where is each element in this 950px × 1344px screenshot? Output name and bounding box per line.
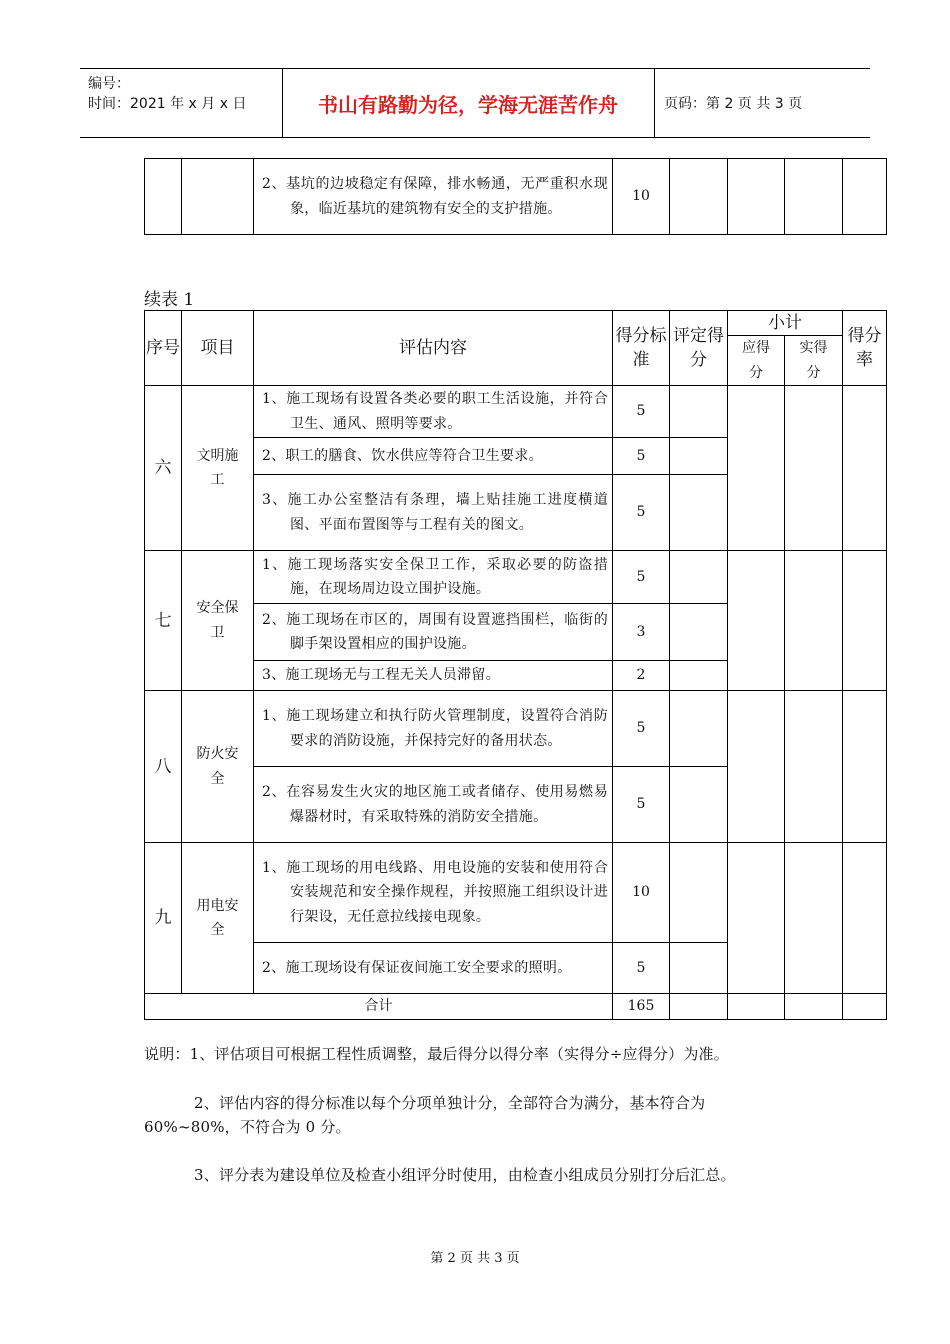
header-no: 序号 bbox=[145, 311, 182, 386]
section-number: 七 bbox=[145, 551, 182, 691]
table-row bbox=[145, 551, 887, 604]
content-cell: 2、职工的膳食、饮水供应等符合卫生要求。 bbox=[254, 438, 613, 475]
header-motto: 书山有路勤为径，学海无涯苦作舟 bbox=[282, 69, 655, 137]
content-cell: 1、施工现场的用电线路、用电设施的安装和使用符合安装规范和安全操作规程，并按照施工组织设计进行架设，无任意拉线接电现象。 bbox=[254, 843, 613, 943]
content-cell: 2、施工现场在市区的，周围有设置遮挡围栏，临街的脚手架设置相应的围护设施。 bbox=[254, 604, 613, 661]
score-cell: 5 bbox=[613, 767, 670, 843]
note-3: 3、评分表为建设单位及检查小组评分时使用，由检查小组成员分别打分后汇总。 bbox=[194, 1166, 736, 1184]
score-cell: 2 bbox=[613, 661, 670, 691]
score-cell: 5 bbox=[613, 943, 670, 994]
document-number-label: 编号： bbox=[88, 76, 130, 92]
evaluation-table bbox=[144, 310, 887, 1020]
header-item: 项目 bbox=[182, 311, 254, 386]
score-cell: 5 bbox=[613, 475, 670, 551]
table-row bbox=[145, 843, 887, 943]
section-item: 安全保卫 bbox=[182, 551, 254, 691]
section-number: 八 bbox=[145, 691, 182, 843]
score-cell: 5 bbox=[613, 551, 670, 604]
header-rated: 评定得分 bbox=[670, 311, 728, 386]
section-number: 六 bbox=[145, 386, 182, 551]
table-row bbox=[145, 159, 887, 235]
page-header bbox=[80, 68, 870, 138]
total-row bbox=[145, 994, 887, 1020]
score-cell: 10 bbox=[613, 159, 670, 235]
table-header-row bbox=[145, 311, 887, 336]
table-row bbox=[145, 691, 887, 767]
content-cell: 2、在容易发生火灾的地区施工或者储存、使用易燃易爆器材时，有采取特殊的消防安全措施。 bbox=[254, 767, 613, 843]
content-cell: 1、施工现场建立和执行防火管理制度，设置符合消防要求的消防设施，并保持完好的备用状态。 bbox=[254, 691, 613, 767]
header-page-label: 页码：第 2 页 共 3 页 bbox=[664, 96, 803, 112]
content-cell: 3、施工办公室整洁有条理，墙上贴挂施工进度横道图、平面布置图等与工程有关的图文。 bbox=[254, 475, 613, 551]
section-item: 用电安全 bbox=[182, 843, 254, 994]
table-row bbox=[145, 386, 887, 438]
section-number: 九 bbox=[145, 843, 182, 994]
header-actual: 实得分 bbox=[785, 336, 843, 386]
header-standard: 得分标准 bbox=[613, 311, 670, 386]
header-rate: 得分率 bbox=[843, 311, 887, 386]
note-1: 说明：1、评估项目可根据工程性质调整，最后得分以得分率（实得分÷应得分）为准。 bbox=[144, 1045, 729, 1063]
header-content: 评估内容 bbox=[254, 311, 613, 386]
content-cell: 1、施工现场落实安全保卫工作，采取必要的防盗措施，在现场周边设立围护设施。 bbox=[254, 551, 613, 604]
content-cell: 1、施工现场有设置各类必要的职工生活设施，并符合卫生、通风、照明等要求。 bbox=[254, 386, 613, 438]
content-cell: 2、施工现场设有保证夜间施工安全要求的照明。 bbox=[254, 943, 613, 994]
total-label: 合计 bbox=[145, 994, 613, 1020]
header-due: 应得分 bbox=[728, 336, 785, 386]
score-cell: 5 bbox=[613, 438, 670, 475]
header-page-indicator bbox=[664, 69, 870, 137]
section-item: 防火安全 bbox=[182, 691, 254, 843]
score-cell: 5 bbox=[613, 386, 670, 438]
document-date-label: 时间：2021 年 x 月 x 日 bbox=[88, 96, 247, 112]
total-score: 165 bbox=[613, 994, 670, 1020]
content-cell: 2、基坑的边坡稳定有保障，排水畅通，无严重积水现象，临近基坑的建筑物有安全的支护措施。 bbox=[254, 159, 613, 235]
note-2-line-1: 2、评估内容的得分标准以每个分项单独计分，全部符合为满分，基本符合为 bbox=[194, 1094, 706, 1112]
content-cell: 3、施工现场无与工程无关人员滞留。 bbox=[254, 661, 613, 691]
header-info-cell bbox=[80, 69, 283, 137]
score-cell: 3 bbox=[613, 604, 670, 661]
section-item: 文明施工 bbox=[182, 386, 254, 551]
note-2-line-2: 60%~80%，不符合为 0 分。 bbox=[144, 1118, 351, 1136]
table-caption: 续表 1 bbox=[144, 290, 195, 310]
score-cell: 10 bbox=[613, 843, 670, 943]
continued-row-table bbox=[144, 158, 887, 235]
score-cell: 5 bbox=[613, 691, 670, 767]
header-subtotal: 小计 bbox=[728, 311, 843, 336]
page-footer: 第 2 页 共 3 页 bbox=[430, 1251, 520, 1266]
